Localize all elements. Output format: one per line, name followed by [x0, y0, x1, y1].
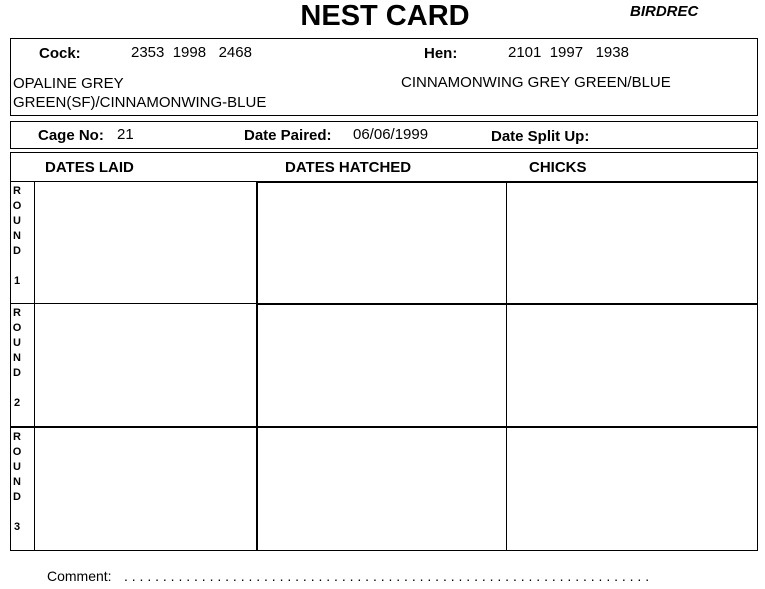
round-3-number: 3 — [13, 521, 21, 533]
grid-line-header-right — [257, 181, 758, 183]
hen-description: CINNAMONWING GREY GREEN/BLUE — [401, 74, 671, 91]
hen-label: Hen: — [424, 45, 458, 62]
round-1-letters: R O U N D — [12, 185, 22, 257]
cock-description: OPALINE GREY GREEN(SF)/CINNAMONWING-BLUE — [13, 75, 267, 111]
cage-number: 21 — [117, 126, 134, 143]
cock-ring-number: 2353 1998 2468 — [131, 44, 252, 61]
brand-name: BIRDREC — [630, 3, 699, 20]
grid-line-hatched-chicks — [506, 182, 507, 551]
date-split-up-label: Date Split Up: — [491, 128, 590, 145]
grid-line-laid-hatched — [256, 181, 258, 551]
column-header-chicks: CHICKS — [529, 159, 587, 176]
round-1-number: 1 — [13, 275, 21, 287]
column-header-dates-hatched: DATES HATCHED — [285, 159, 412, 176]
round-2-number: 2 — [13, 397, 21, 409]
round-1-label — [11, 184, 23, 289]
comment-dots: . . . . . . . . . . . . . . . . . . . . . . . . . . . . . . . . . . . . . . . . . . . . . . . . . . . . . . . . . . . . . . . . . . . . — [124, 568, 650, 584]
date-paired-label: Date Paired: — [244, 127, 332, 144]
comment-label: Comment: — [47, 568, 112, 584]
grid-line-header-left — [10, 181, 258, 182]
rounds-table — [10, 152, 758, 551]
hen-ring-number: 2101 1997 1938 — [508, 44, 629, 61]
grid-line-round1-right — [257, 303, 758, 305]
round-3-letters: R O U N D — [12, 431, 22, 503]
round-3-label — [11, 430, 23, 535]
date-paired-value: 06/06/1999 — [353, 126, 429, 143]
grid-line-round1-left — [10, 303, 258, 304]
round-2-label — [11, 306, 23, 411]
cock-label: Cock: — [39, 45, 81, 62]
column-header-dates-laid: DATES LAID — [45, 159, 134, 176]
grid-line-round-label — [34, 182, 35, 551]
round-2-letters: R O U N D — [12, 307, 22, 379]
grid-line-round2 — [10, 426, 758, 428]
page-title: NEST CARD — [300, 0, 470, 32]
cage-label: Cage No: — [38, 127, 104, 144]
